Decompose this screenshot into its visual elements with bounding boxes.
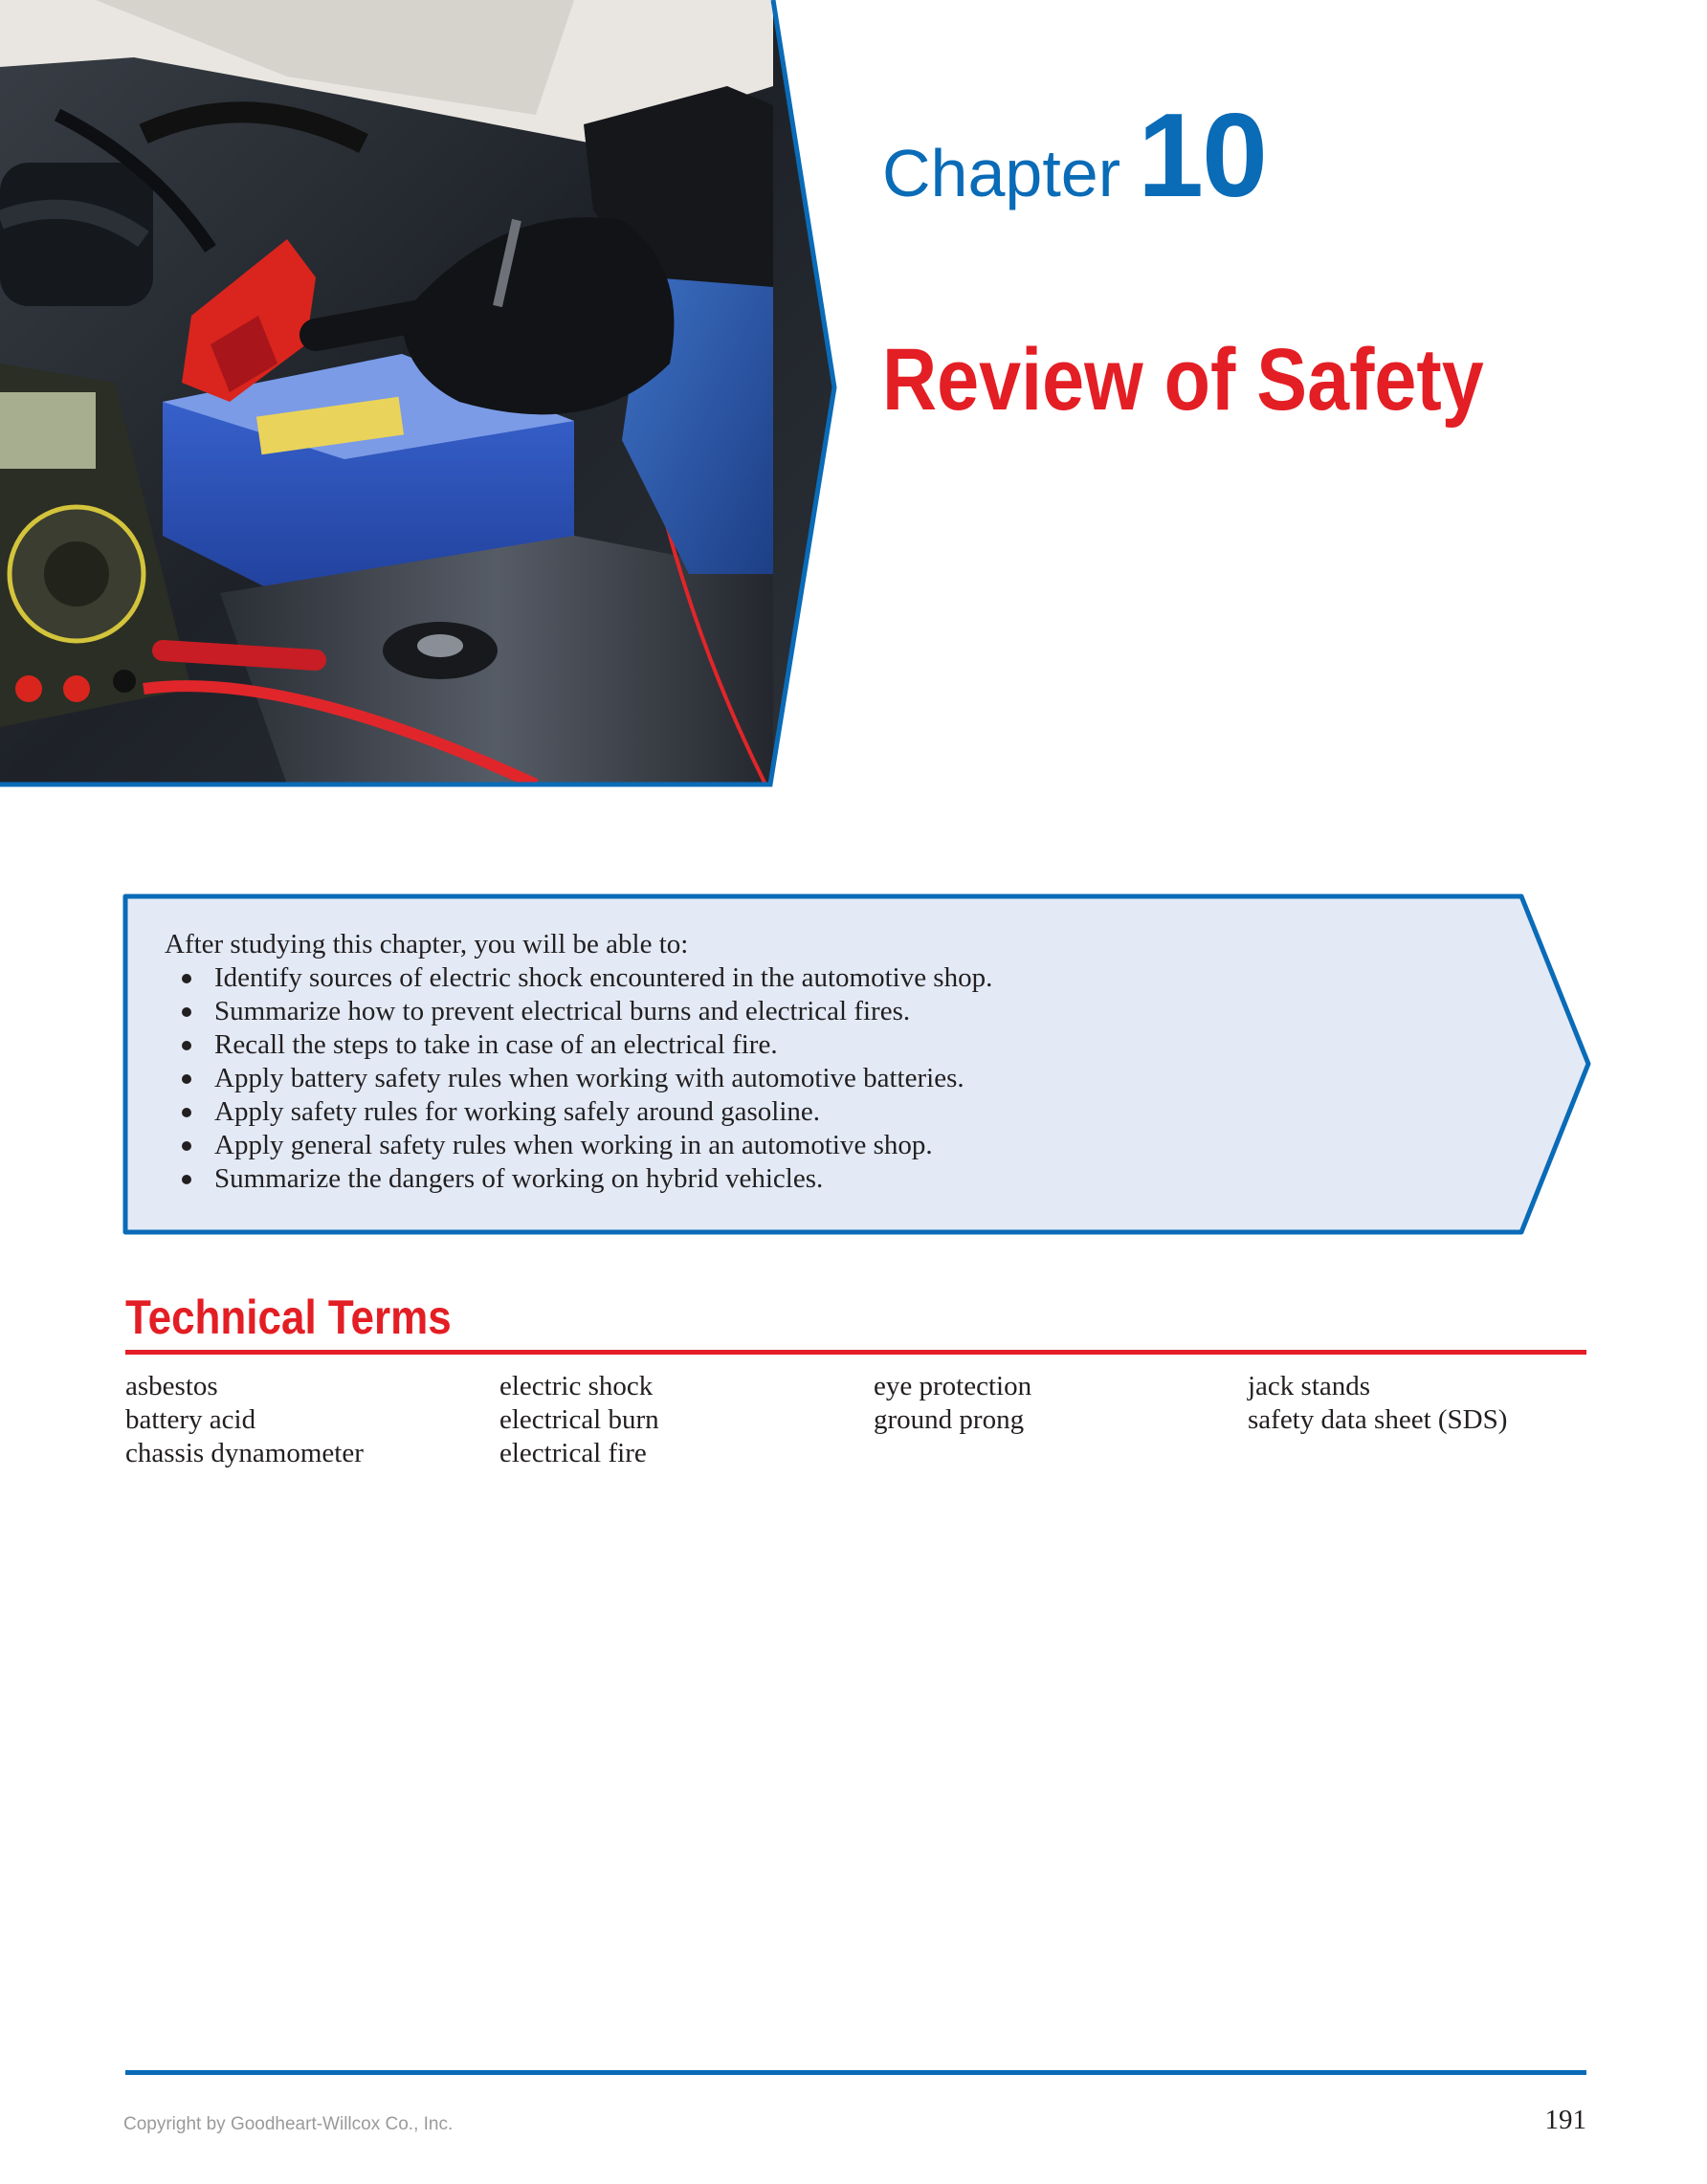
- footer-divider: [125, 2070, 1586, 2075]
- bullet-icon: [182, 1007, 191, 1017]
- term-item: electric shock: [499, 1371, 654, 1401]
- term-item: safety data sheet (SDS): [1248, 1404, 1508, 1435]
- objective-text: Recall the steps to take in case of an electrical fire.: [214, 1029, 778, 1060]
- objective-item: [165, 1162, 1504, 1196]
- bullet-icon: [182, 1175, 191, 1184]
- bullet-icon: [182, 1074, 191, 1084]
- term-item: electrical burn: [499, 1404, 659, 1435]
- technical-terms-heading: Technical Terms: [125, 1291, 452, 1344]
- bullet-icon: [182, 974, 191, 983]
- term-item: chassis dynamometer: [125, 1438, 364, 1468]
- objective-text: Summarize the dangers of working on hybrid vehicles.: [214, 1163, 824, 1194]
- chapter-title: Review of Safety: [882, 331, 1484, 429]
- page-number: 191: [1544, 2105, 1586, 2135]
- copyright-notice: Copyright by Goodheart-Willcox Co., Inc.: [123, 2114, 454, 2134]
- objective-text: Apply safety rules for working safely around gasoline.: [214, 1096, 821, 1127]
- objective-item: [165, 961, 1504, 995]
- objectives-list: [165, 961, 1504, 1196]
- objective-item: [165, 995, 1504, 1028]
- objective-text: Apply general safety rules when working in an automotive shop.: [214, 1130, 933, 1160]
- bullet-icon: [182, 1141, 191, 1151]
- term-item: jack stands: [1248, 1371, 1371, 1401]
- hero-photo: [0, 0, 842, 794]
- objective-item: [165, 1095, 1504, 1129]
- terms-column-3: [874, 1370, 1248, 1470]
- objective-item: [165, 1028, 1504, 1062]
- term-item: eye protection: [874, 1371, 1032, 1401]
- objective-text: Identify sources of electric shock encountered in the automotive shop.: [214, 962, 993, 993]
- term-item: ground prong: [874, 1404, 1025, 1435]
- bullet-icon: [182, 1041, 191, 1050]
- objectives-intro: After studying this chapter, you will be able to:: [165, 929, 689, 960]
- term-item: asbestos: [125, 1371, 218, 1401]
- objective-item: [165, 1129, 1504, 1162]
- terms-divider: [125, 1350, 1586, 1355]
- terms-column-4: [1248, 1370, 1622, 1470]
- bullet-icon: [182, 1108, 191, 1117]
- terms-column-2: [499, 1370, 874, 1470]
- chapter-heading: [882, 88, 1266, 224]
- terms-column-1: [125, 1370, 499, 1470]
- term-item: battery acid: [125, 1404, 256, 1435]
- objective-text: Summarize how to prevent electrical burns and electrical fires.: [214, 996, 911, 1026]
- objectives-content: [165, 928, 1504, 1196]
- chapter-label: Chapter: [882, 136, 1121, 210]
- objective-text: Apply battery safety rules when working with automotive batteries.: [214, 1063, 964, 1093]
- technical-terms-list: [125, 1370, 1618, 1470]
- term-item: electrical fire: [499, 1438, 647, 1468]
- chapter-number: 10: [1138, 90, 1266, 222]
- objective-item: [165, 1062, 1504, 1095]
